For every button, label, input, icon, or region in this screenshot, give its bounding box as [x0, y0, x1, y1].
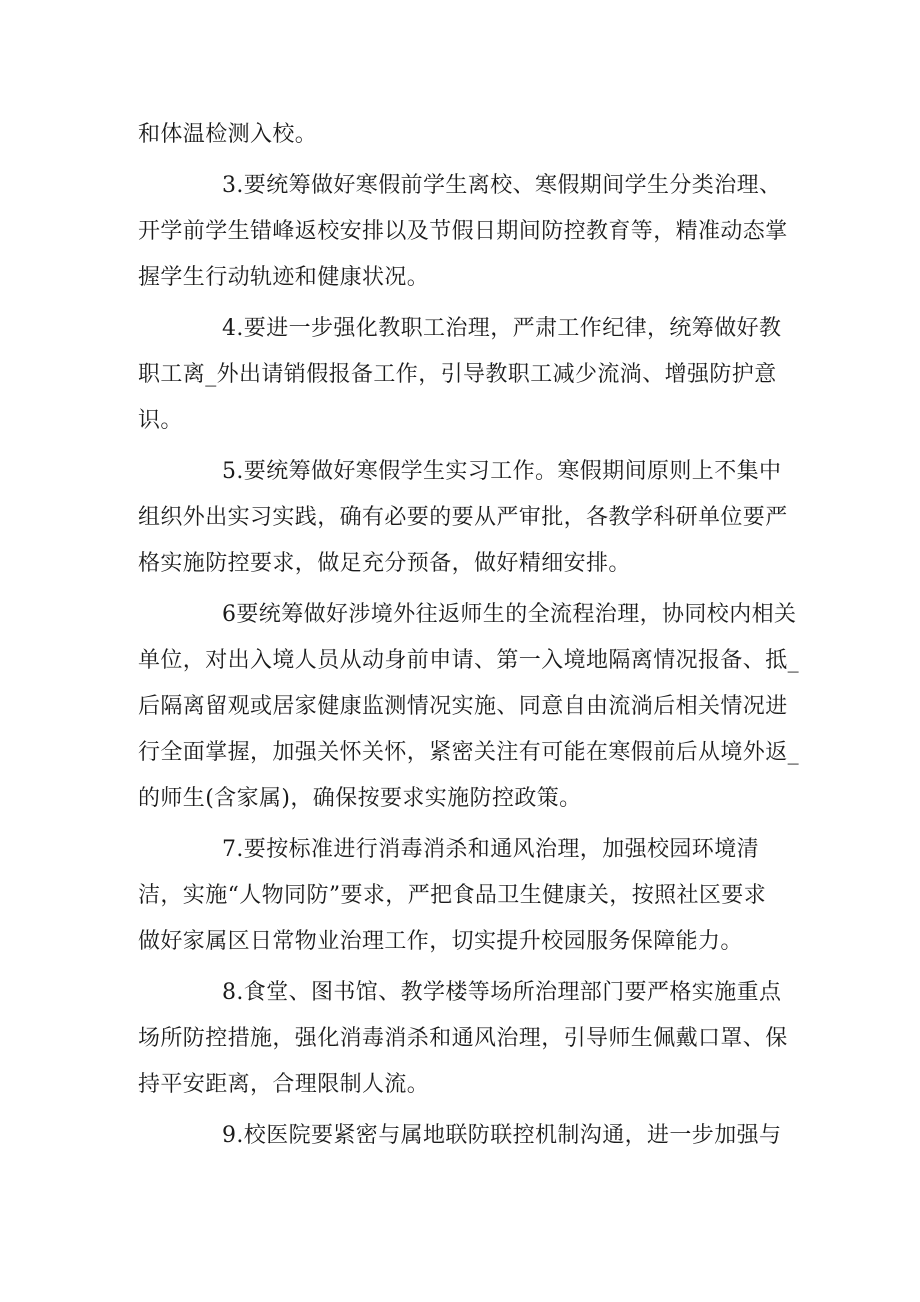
paragraph-5-start: 5.要统筹做好寒假学生实习工作。寒假期间原则上不集中 — [222, 459, 782, 484]
text-line: 行全面掌握，加强关怀关怀，紧密关注有可能在寒假前后从境外返_ — [138, 740, 800, 765]
text-line: 的师生(含家属)，确保按要求实施防控政策。 — [138, 786, 582, 811]
text-line: 持平安距离，合理限制人流。 — [138, 1072, 430, 1097]
text-line: 组织外出实习实践，确有必要的要从严审批，各教学科研单位要严 — [138, 505, 788, 530]
paragraph-6-start: 6要统筹做好涉境外往返师生的全流程治理，协同校内相关 — [222, 602, 797, 627]
text-line: 场所防控措施，强化消毒消杀和通风治理，引导师生佩戴口罩、保 — [138, 1026, 788, 1051]
text-line: 洁，实施“人物同防”要求，严把食品卫生健康关，按照社区要求 — [138, 883, 767, 908]
paragraph-4-start: 4.要进一步强化教职工治理，严肃工作纪律，统筹做好教 — [222, 316, 782, 341]
text-line: 识。 — [138, 408, 183, 433]
paragraph-8-start: 8.食堂、图书馆、教学楼等场所治理部门要严格实施重点 — [222, 980, 782, 1005]
text-line: 和体温检测入校。 — [138, 122, 318, 147]
text-line: 握学生行动轨迹和健康状况。 — [138, 265, 430, 290]
text-line: 单位，对出入境人员从动身前申请、第一入境地隔离情况报备、抵_ — [138, 648, 800, 673]
text-line: 开学前学生错峰返校安排以及节假日期间防控教育等，精准动态掌 — [138, 219, 788, 244]
paragraph-3-start: 3.要统筹做好寒假前学生离校、寒假期间学生分类治理、 — [222, 173, 782, 198]
text-line: 做好家属区日常物业治理工作，切实提升校园服务保障能力。 — [138, 929, 743, 954]
text-line: 职工离_外出请销假报备工作，引导教职工减少流淌、增强防护意 — [138, 362, 777, 387]
paragraph-9-start: 9.校医院要紧密与属地联防联控机制沟通，进一步加强与 — [222, 1123, 782, 1148]
paragraph-7-start: 7.要按标准进行消毒消杀和通风治理，加强校园环境清 — [222, 837, 759, 862]
text-line: 格实施防控要求，做足充分预备，做好精细安排。 — [138, 551, 631, 576]
text-line: 后隔离留观或居家健康监测情况实施、同意自由流淌后相关情况进 — [138, 694, 788, 719]
